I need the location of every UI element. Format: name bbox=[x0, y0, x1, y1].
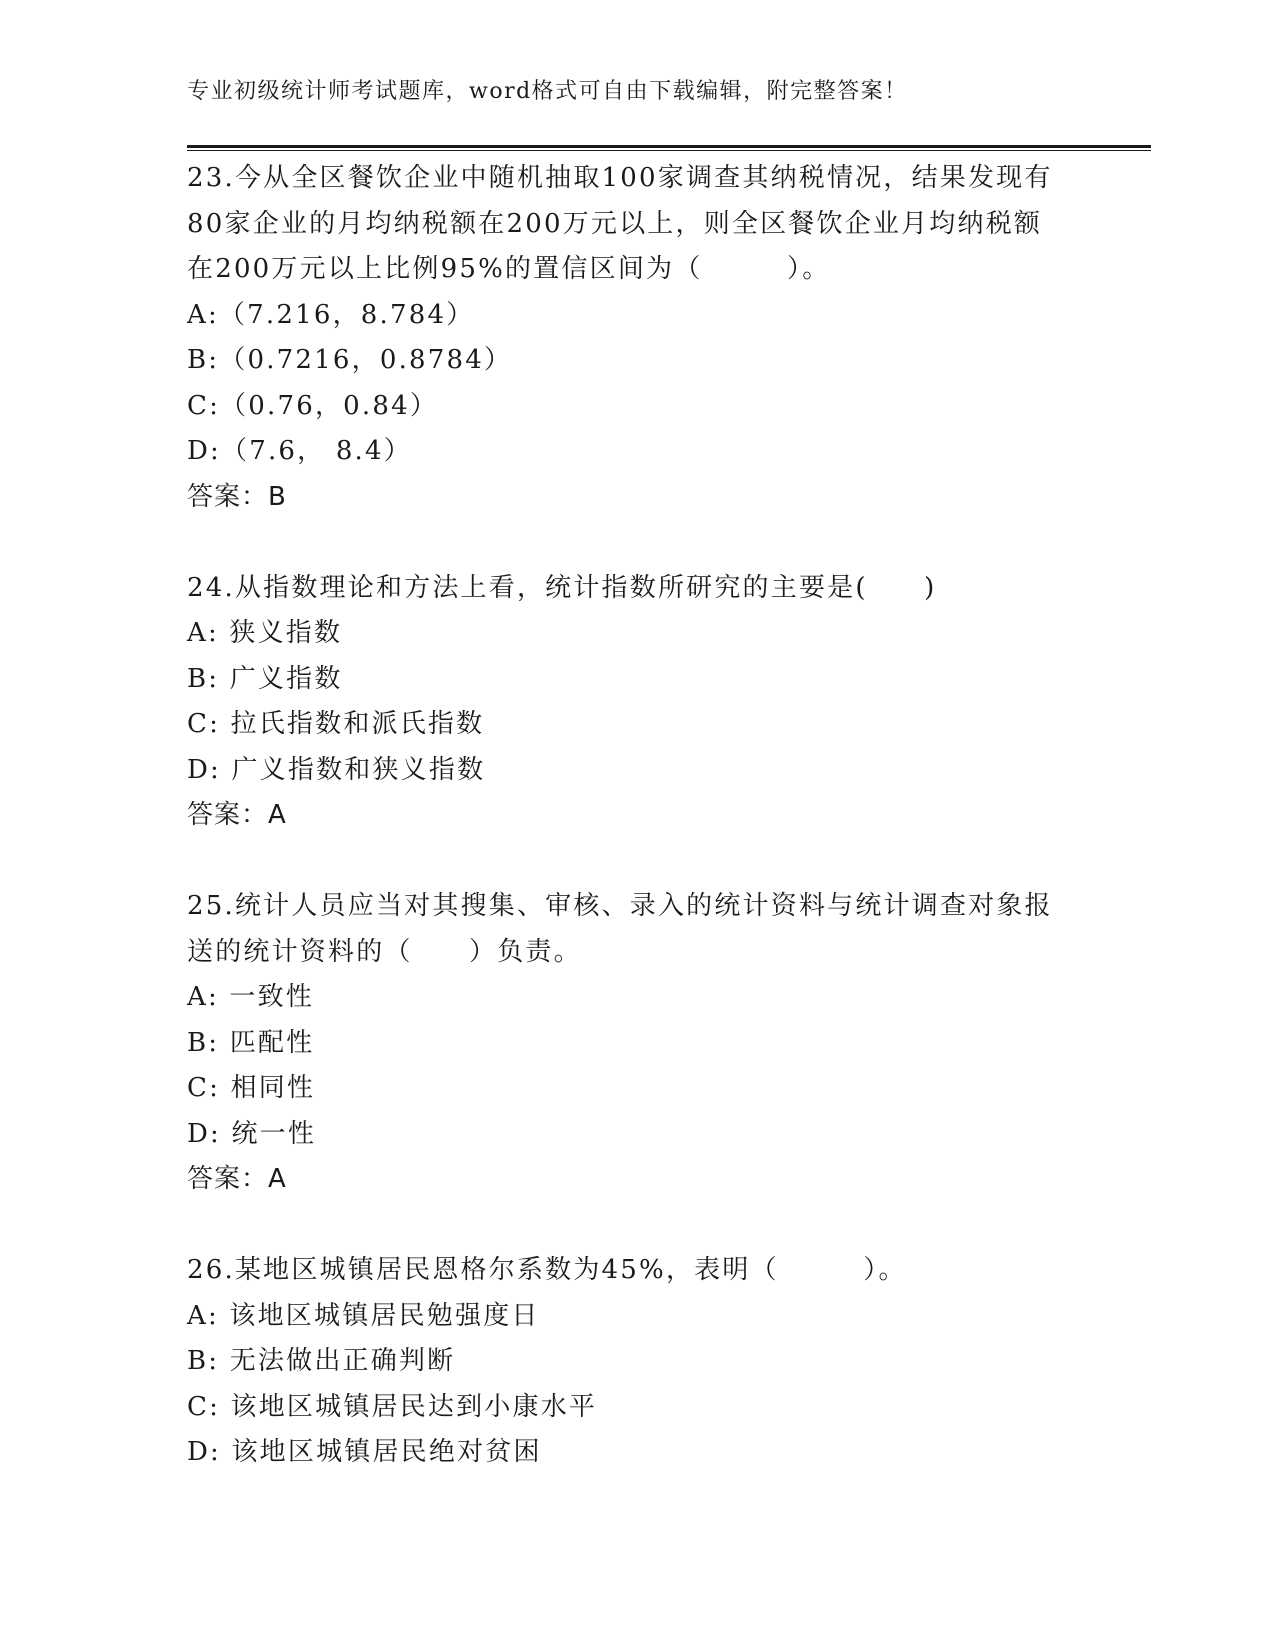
question-list bbox=[187, 156, 1087, 1476]
header-rule-thick bbox=[187, 145, 1151, 148]
option-d: D: 广义指数和狭义指数 bbox=[187, 754, 486, 785]
option-a: A:（7.216，8.784） bbox=[187, 299, 475, 330]
option-b: B: 匹配性 bbox=[187, 1027, 315, 1058]
question-stem-line: 23.今从全区餐饮企业中随机抽取100家调查其纳税情况，结果发现有 bbox=[187, 163, 1053, 193]
option-c: C: 相同性 bbox=[187, 1073, 316, 1103]
question-stem-line: 在200万元以上比例95%的置信区间为（ ）。 bbox=[187, 254, 831, 284]
option-d: D: 该地区城镇居民绝对贫困 bbox=[187, 1437, 542, 1467]
question-stem-line: 送的统计资料的（ ）负责。 bbox=[187, 936, 582, 967]
option-a: A: 该地区城镇居民勉强度日 bbox=[187, 1300, 540, 1331]
spacer bbox=[187, 839, 1087, 885]
option-c: C:（0.76，0.84） bbox=[187, 390, 439, 421]
question-25 bbox=[187, 884, 1087, 1203]
option-b: B: 无法做出正确判断 bbox=[187, 1346, 456, 1376]
option-a: A: 狭义指数 bbox=[187, 618, 343, 648]
header-rule-thin bbox=[187, 150, 1151, 151]
option-d: D: 统一性 bbox=[187, 1118, 317, 1149]
option-c: C: 拉氏指数和派氏指数 bbox=[187, 709, 485, 739]
question-stem-line: 80家企业的月均纳税额在200万元以上，则全区餐饮企业月均纳税额 bbox=[187, 208, 1043, 239]
option-d: D:（7.6， 8.4） bbox=[187, 436, 412, 466]
question-stem-line: 26.某地区城镇居民恩格尔系数为45%，表明（ ）。 bbox=[187, 1255, 907, 1285]
question-stem-line: 24.从指数理论和方法上看，统计指数所研究的主要是( ) bbox=[187, 572, 937, 603]
option-b: B:（0.7216，0.8784） bbox=[187, 345, 513, 375]
question-24 bbox=[187, 566, 1087, 839]
question-26 bbox=[187, 1248, 1087, 1476]
option-c: C: 该地区城镇居民达到小康水平 bbox=[187, 1391, 598, 1422]
spacer bbox=[187, 1203, 1087, 1249]
question-23 bbox=[187, 156, 1087, 520]
page-header: 专业初级统计师考试题库，word格式可自由下载编辑，附完整答案！ bbox=[187, 79, 908, 104]
option-a: A: 一致性 bbox=[187, 982, 315, 1012]
question-stem-line: 25.统计人员应当对其搜集、审核、录入的统计资料与统计调查对象报 bbox=[187, 891, 1053, 921]
answer: 答案：A bbox=[187, 1164, 287, 1194]
answer: 答案：B bbox=[187, 481, 287, 512]
option-b: B: 广义指数 bbox=[187, 663, 343, 694]
spacer bbox=[187, 520, 1087, 566]
answer: 答案：A bbox=[187, 800, 287, 830]
